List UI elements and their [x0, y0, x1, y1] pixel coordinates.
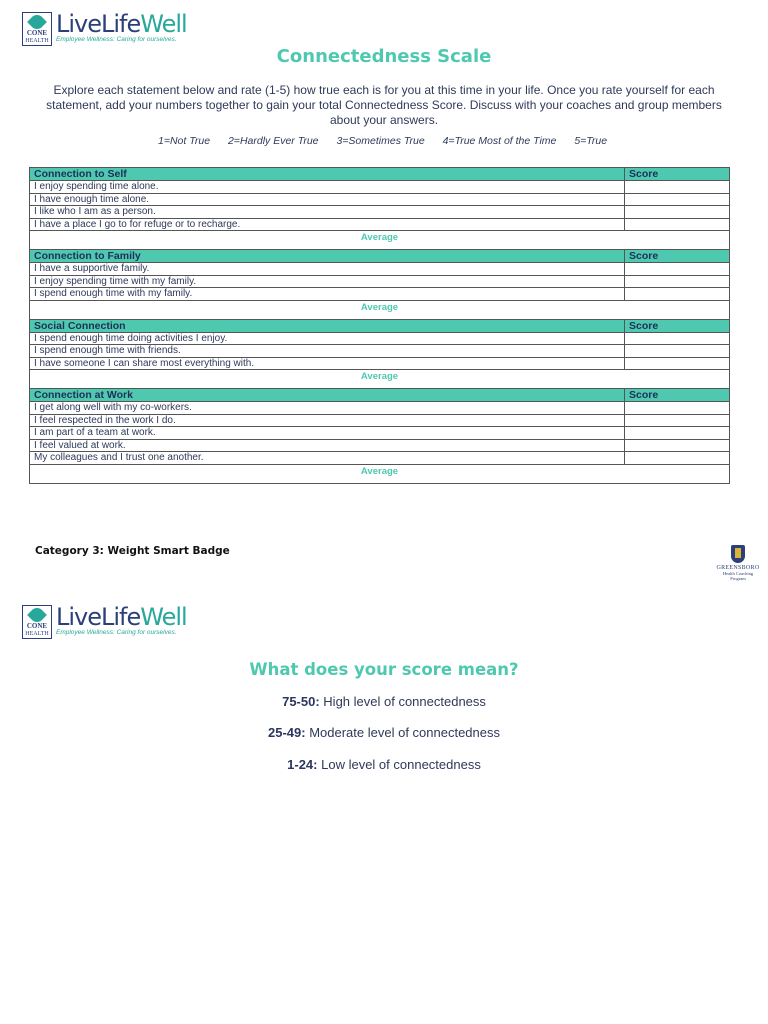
score-cell[interactable]	[625, 218, 730, 231]
section-header	[30, 389, 730, 402]
average-row	[30, 231, 730, 250]
score-cell[interactable]	[625, 263, 730, 276]
score-cell[interactable]	[625, 357, 730, 370]
score-column-header: Score	[625, 250, 730, 263]
table-row	[30, 332, 730, 345]
statement: I spend enough time doing activities I enjoy.	[30, 332, 625, 345]
brand-tagline: Employee Wellness: Caring for ourselves.	[56, 629, 177, 636]
table-row	[30, 427, 730, 440]
score-meaning-title: What does your score mean?	[249, 660, 519, 679]
table-row	[30, 414, 730, 427]
statement: I get along well with my co-workers.	[30, 402, 625, 415]
average-row	[30, 300, 730, 319]
livelifewell-logo-2	[22, 605, 187, 639]
score-cell[interactable]	[625, 427, 730, 440]
statement: I enjoy spending time with my family.	[30, 275, 625, 288]
table-row	[30, 263, 730, 276]
average-label: Average	[30, 464, 730, 483]
average-row	[30, 464, 730, 483]
section-header	[30, 250, 730, 263]
brand-tagline: Employee Wellness: Caring for ourselves.	[56, 36, 177, 43]
section-heading: Social Connection	[30, 319, 625, 332]
table-row	[30, 402, 730, 415]
table-row	[30, 452, 730, 465]
score-cell[interactable]	[625, 206, 730, 219]
rating-key-5: 5=True	[574, 135, 608, 147]
brand-name: LiveLifeWell	[56, 10, 187, 38]
table-row	[30, 218, 730, 231]
category-label: Category 3: Weight Smart Badge	[35, 545, 230, 557]
statement: I spend enough time with my family.	[30, 288, 625, 301]
statement: I have a place I go to for refuge or to recharge.	[30, 218, 625, 231]
shield-icon	[731, 545, 745, 563]
table-row	[30, 345, 730, 358]
score-cell[interactable]	[625, 439, 730, 452]
section-heading: Connection at Work	[30, 389, 625, 402]
section-heading: Connection to Self	[30, 168, 625, 181]
statement: I like who I am as a person.	[30, 206, 625, 219]
page-title: Connectedness Scale	[276, 46, 492, 67]
section-heading: Connection to Family	[30, 250, 625, 263]
section-header	[30, 168, 730, 181]
table-row	[30, 439, 730, 452]
statement: My colleagues and I trust one another.	[30, 452, 625, 465]
rating-key-1: 1=Not True	[158, 135, 211, 147]
score-cell[interactable]	[625, 288, 730, 301]
statement: I feel respected in the work I do.	[30, 414, 625, 427]
statement: I enjoy spending time alone.	[30, 181, 625, 194]
average-row	[30, 370, 730, 389]
cone-health-logo-icon: CONE HEALTH	[22, 12, 52, 46]
greensboro-seal: GREENSBORO Health Coaching Program	[716, 545, 760, 581]
table-row	[30, 288, 730, 301]
statement: I am part of a team at work.	[30, 427, 625, 440]
score-column-header: Score	[625, 168, 730, 181]
score-cell[interactable]	[625, 452, 730, 465]
brand-name: LiveLifeWell	[56, 603, 187, 631]
rating-key-2: 2=Hardly Ever True	[227, 135, 319, 147]
score-range-moderate: 25-49: Moderate level of connectedness	[268, 725, 500, 740]
score-column-header: Score	[625, 319, 730, 332]
table-row	[30, 357, 730, 370]
table-row	[30, 206, 730, 219]
score-cell[interactable]	[625, 414, 730, 427]
table-row	[30, 275, 730, 288]
table-row	[30, 181, 730, 194]
cone-health-logo-icon: CONE HEALTH	[22, 605, 52, 639]
score-cell[interactable]	[625, 345, 730, 358]
rating-key-3: 3=Sometimes True	[336, 135, 425, 147]
average-label: Average	[30, 231, 730, 250]
rating-key-4: 4=True Most of the Time	[442, 135, 557, 147]
intro-text: Explore each statement below and rate (1-5) how true each is for you at this time in your life. Once you rate yourself for each statement, add your numbers together to gain your total Connectedness Score. Discuss with your coaches and group members about your answers.	[46, 83, 722, 127]
score-cell[interactable]	[625, 193, 730, 206]
rating-key	[158, 135, 622, 147]
score-cell[interactable]	[625, 402, 730, 415]
score-range-low: 1-24: Low level of connectedness	[287, 757, 481, 772]
statement: I have someone I can share most everything with.	[30, 357, 625, 370]
score-column-header: Score	[625, 389, 730, 402]
score-cell[interactable]	[625, 181, 730, 194]
statement: I spend enough time with friends.	[30, 345, 625, 358]
score-range-high: 75-50: High level of connectedness	[282, 694, 486, 709]
table-row	[30, 193, 730, 206]
average-label: Average	[30, 300, 730, 319]
statement: I have enough time alone.	[30, 193, 625, 206]
score-cell[interactable]	[625, 332, 730, 345]
connectedness-table	[29, 167, 730, 484]
section-header	[30, 319, 730, 332]
statement: I have a supportive family.	[30, 263, 625, 276]
statement: I feel valued at work.	[30, 439, 625, 452]
average-label: Average	[30, 370, 730, 389]
score-cell[interactable]	[625, 275, 730, 288]
livelifewell-logo	[22, 12, 187, 46]
